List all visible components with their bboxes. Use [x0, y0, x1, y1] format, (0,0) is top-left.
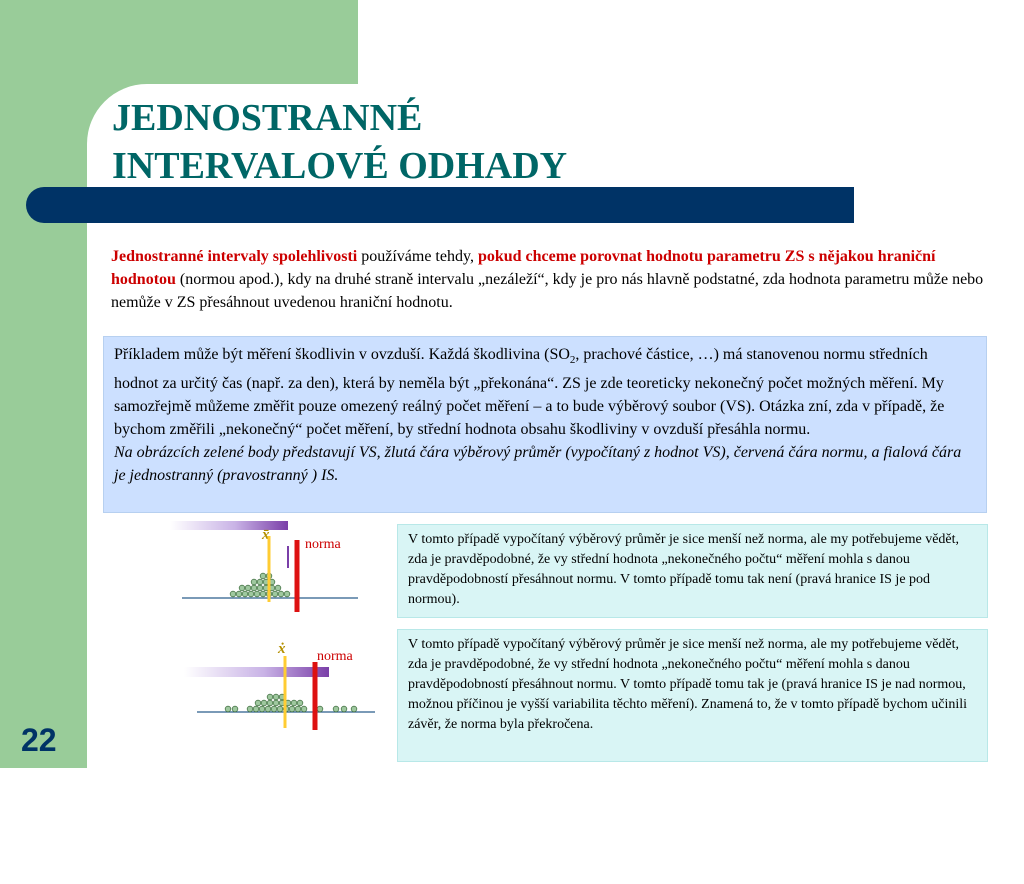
title-line-1: JEDNOSTRANNÉ	[112, 97, 423, 139]
intro-paragraph	[111, 245, 991, 314]
interval-bar	[170, 521, 288, 530]
case-1-explanation: V tomto případě vypočítaný výběrový průměr je sice menší než norma, ale my potřebujeme vědět, zda je pravděpodobné, že vy střední hodnota „nekonečného počtu“ měření mohla s danou pravděpodobností přesáhnout normu. V tomto případě tomu tak není (pravá hranice IS je pod normou).	[397, 524, 988, 618]
intro-highlight-1: Jednostranné intervaly spolehlivosti	[111, 248, 358, 265]
title-underline-bar	[26, 187, 854, 223]
interval-bar	[184, 667, 329, 677]
example-legend-text: Na obrázcích zelené body představují VS, žlutá čára výběrový průměr (vypočítaný z hodnot VS), červená čára normu, a fialová čára je jednostranný (pravostranný ) IS.	[114, 444, 962, 485]
example-box	[103, 336, 987, 513]
figure-1	[165, 516, 365, 606]
intro-text-2: (normou apod.), kdy na druhé straně intervalu „nezáleží“, kdy je pro nás hlavně podstatné, zda hodnota parametru může nebo nemůže v ZS přesáhnout uvedenou hraniční hodnotu.	[111, 271, 984, 311]
title-line-2: INTERVALOVÉ ODHADY	[112, 145, 568, 187]
page-title	[112, 94, 567, 190]
example-text-b: , prachové částice, …) má stanovenou normu středních hodnot za určitý čas (např. za den), která by neměla být „překonána“. ZS je zde teoreticky nekonečný počet možných měření. My samozřejmě můžeme změřit pouze omezený reálný počet měření – a to bude výběrový soubor (VS). Otázka zní, zda v případě, že bychom změřili „nekonečný“ počet měření, by střední hodnota obsahu škodliviny v ovzduší přesáhla normu.	[114, 346, 945, 439]
case-2-explanation: V tomto případě vypočítaný výběrový průměr je sice menší než norma, ale my potřebujeme vědět, zda je pravděpodobné, že vy střední hodnota „nekonečného počtu“ měření mohla s danou pravděpodobností přesáhnout normu. V tomto případě tomu tak je (pravá hranice IS je nad normou, možnou příčinou je vyšší variabilita těchto měření). Znamená to, že v tomto případě bychom učinili závěr, že norma byla překročena.	[397, 629, 988, 762]
norm-label: norma	[305, 537, 341, 552]
sample-points	[225, 694, 357, 712]
figure-2	[170, 640, 380, 740]
mean-label: x̄	[262, 527, 270, 543]
mean-label: ẋ	[278, 641, 286, 657]
sample-points	[230, 573, 290, 597]
norm-label: norma	[317, 649, 353, 664]
example-subscript: 2	[569, 354, 576, 367]
example-text-a: Příkladem může být měření škodlivin v ovzduší. Každá škodlivina (SO	[114, 346, 570, 363]
page-number: 22	[21, 722, 57, 758]
intro-highlight-2: pokud chceme porovnat hodnotu parametru ZS s nějakou hraniční hodnotou	[111, 248, 936, 288]
intro-text-1: používáme tehdy,	[357, 248, 478, 265]
